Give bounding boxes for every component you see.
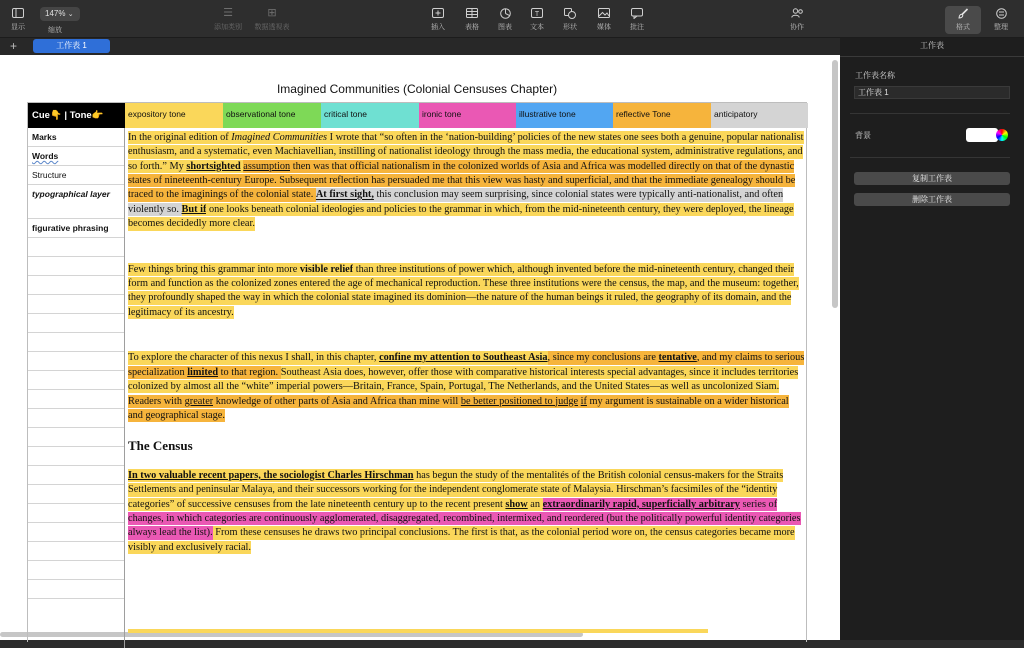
tone-critical-tone[interactable]: critical tone <box>321 103 419 128</box>
collaborate-button[interactable] <box>777 6 817 32</box>
cue-empty-cell[interactable] <box>28 295 124 314</box>
collaborate-label: 协作 <box>790 24 804 31</box>
cue-empty-cell[interactable] <box>28 580 124 599</box>
cue-empty-cell[interactable] <box>28 561 124 580</box>
cue-empty-cell[interactable] <box>28 238 124 257</box>
text-span: be better positioned to judge <box>460 395 579 407</box>
view-button[interactable] <box>0 6 38 32</box>
shape-icon <box>561 6 579 20</box>
add-sheet-button[interactable]: + <box>10 39 18 53</box>
table-label: 表格 <box>465 24 479 31</box>
cue-typographical-layer[interactable]: typographical layer <box>28 185 124 219</box>
zoom-value: 147% <box>45 9 66 18</box>
text-span: knowledge of other parts of Asia and Africa than mine will <box>213 395 461 407</box>
divider <box>840 56 1024 57</box>
add-category-label: 添加类别 <box>214 24 242 31</box>
svg-text:T: T <box>534 10 540 18</box>
sheet-tab-bar <box>0 38 840 55</box>
text-span: greater <box>184 395 214 407</box>
text-span: one looks beneath colonial ideologies and policies to the grammar in which, from the mid-nineteenth century, they were deployed, the lineage becomes decidedly more clear. <box>128 204 794 230</box>
text-span: In the original edition of <box>128 132 232 143</box>
tone-observational-tone[interactable]: observational tone <box>223 103 321 128</box>
cue-empty-cell[interactable] <box>28 485 124 504</box>
text-span: to that region. <box>218 366 281 378</box>
divider <box>850 113 1010 114</box>
toolbar <box>0 0 1024 38</box>
cue-structure[interactable]: Structure <box>28 166 124 185</box>
text-span: To explore the character of this nexus I shall, in this chapter, <box>128 352 380 364</box>
text-icon <box>528 6 546 20</box>
insert-label: 插入 <box>431 24 445 31</box>
tone-illustrative-tone[interactable]: illustrative tone <box>516 103 613 128</box>
text-span: limited <box>187 366 219 378</box>
tone-ironic-tone[interactable]: ironic tone <box>419 103 516 128</box>
comment-icon <box>628 6 646 20</box>
text-span: if <box>580 395 587 407</box>
pivot-icon: ⊞ <box>267 7 277 19</box>
table-icon <box>463 6 481 20</box>
background-label: 背景 <box>855 131 871 140</box>
collaborate-icon <box>788 6 806 20</box>
chart-label: 图表 <box>498 24 512 31</box>
pivot-table-label: 数据透视表 <box>254 24 290 31</box>
text-span: an <box>527 498 543 510</box>
cue-empty-cell[interactable] <box>28 333 124 352</box>
media-label: 媒体 <box>597 24 611 31</box>
text-span: series of changes, in which categories are continuously agglomerated, disaggregated, recombined, intermixed, and reordered (but the politically powerful identity categories always lead the list). <box>128 498 801 539</box>
text-span: visible relief <box>299 263 354 275</box>
insert-icon <box>429 6 447 20</box>
page-title: Imagined Communities (Colonial Censuses Chapter) <box>276 82 558 96</box>
text-label: 文本 <box>530 24 544 31</box>
color-wheel-icon[interactable] <box>996 129 1008 141</box>
text-span: Readers with <box>128 395 185 407</box>
text-span: But if <box>181 204 207 216</box>
zoom-label: 缩放 <box>48 27 62 34</box>
cue-empty-cell[interactable] <box>28 352 124 371</box>
paragraph-4 <box>128 469 806 555</box>
sheet-name-field[interactable]: 工作表 1 <box>854 86 1010 99</box>
text-span: , since my conclusions are <box>547 352 659 364</box>
cue-empty-cell[interactable] <box>28 523 124 542</box>
list-icon: ☰ <box>223 7 233 19</box>
text-span: In two valuable recent papers, the sociologist Charles Hirschman <box>128 469 414 481</box>
cue-empty-cell[interactable] <box>28 504 124 523</box>
tone-reflective-tone[interactable]: reflective Tone <box>613 103 711 128</box>
cue-empty-cell[interactable] <box>28 447 124 466</box>
cue-empty-cell[interactable] <box>28 428 124 447</box>
text-span: extraordinarily rapid, superficially arbitrary <box>542 498 740 510</box>
text-span: my argument is sustainable on a wider historical and geographical stage. <box>128 395 789 422</box>
paragraph-2 <box>128 263 806 321</box>
text-span: tentative <box>658 352 697 364</box>
format-button[interactable] <box>943 6 983 32</box>
cue-empty-cell[interactable] <box>28 409 124 428</box>
text-span: Southeast Asia does, however, offer those with comparative historical interests special advantages, since it includes territories colonized by almost all the “white” imperial powers—Britain, France, Spain, Portugal, The Netherlands, and the United States—as well as uncolonized Siam. <box>128 366 799 393</box>
tone-anticipatory[interactable]: anticipatory <box>711 103 808 128</box>
zoom-select[interactable] <box>40 7 80 21</box>
cue-tone-header: Cue👇 | Tone👉 <box>28 103 125 128</box>
comment-label: 批注 <box>630 24 644 31</box>
paragraph-1 <box>128 131 806 232</box>
sidebar-title: 工作表 <box>920 41 944 50</box>
shape-label: 形状 <box>563 24 577 31</box>
chart-icon <box>496 6 514 20</box>
organize-label: 整理 <box>994 24 1008 31</box>
text-span: has begun the study of the mentalités of the British colonial census-makers for the Straits Settlements and peninsular Malaya, and their successors working for the independent conglomerate state of Malaysia. Hirschman’s facsimiles of the “identity categories” of successive censuses from the late nineteenth century up to the recent present <box>128 469 784 510</box>
delete-sheet-button[interactable]: 删除工作表 <box>854 193 1010 206</box>
paintbrush-icon <box>954 6 972 20</box>
format-label: 格式 <box>956 24 970 31</box>
cue-empty-cell[interactable] <box>28 371 124 390</box>
cue-marks[interactable]: Marks <box>28 128 124 147</box>
background-color-well[interactable] <box>966 128 998 142</box>
divider <box>850 157 1010 158</box>
add-category-button[interactable] <box>208 6 248 32</box>
sidebar-icon <box>9 6 27 20</box>
organize-button[interactable] <box>981 6 1021 32</box>
text-span: then was that official nationalism in the colonized worlds of Asia and Africa was modelled directly on that of the dynastic states of nineteenth-century Europe. Subsequent reflection has persuaded me that this view was hasty and superficial, and that the immediate genealogy should be traced to the imaginings of the colonial state. <box>128 160 796 201</box>
cue-empty-cell[interactable] <box>28 314 124 333</box>
text-span: this conclusion may seem surprising, since colonial states were typically anti-nationalist, and often violently so. <box>128 189 784 216</box>
media-icon <box>595 6 613 20</box>
text-span: than three institutions of power which, although invented before the mid-nineteenth century, changed their form and function as the colonized zones entered the age of mechanical reproduction. These three institutions were the census, the map, and the museum: together, they profoundly shaped the way in which the colonial state imagined its dominion—the nature of the human beings it ruled, the geography of its domain, and the legitimacy of its ancestry. <box>128 263 799 319</box>
cue-empty-cell[interactable] <box>28 466 124 485</box>
sheet-name-label: 工作表名称 <box>855 71 895 80</box>
text-span: show <box>505 498 528 510</box>
text-span: , and my claims to serious specialization <box>128 352 805 378</box>
paragraph-3 <box>128 351 806 423</box>
pivot-table-button[interactable] <box>252 6 292 32</box>
text-span: shortsighted <box>186 160 241 172</box>
section-heading: The Census <box>128 437 193 453</box>
duplicate-sheet-button[interactable]: 复制工作表 <box>854 172 1010 185</box>
next-paragraph-highlight <box>128 629 708 633</box>
view-label: 显示 <box>11 24 25 31</box>
vertical-scrollbar[interactable] <box>832 60 838 308</box>
tab-sheet-1[interactable]: 工作表 1 <box>33 39 110 53</box>
cue-figurative-phrasing[interactable]: figurative phrasing <box>28 219 124 238</box>
text-span: From these censuses he draws two principal conclusions. The first is that, as the colonial period wore on, the census categories became more visibly and exclusively racial. <box>128 527 795 553</box>
notes-table <box>27 102 807 642</box>
chevron-down-icon: ⌄ <box>67 11 74 18</box>
text-span: confine my attention to Southeast Asia <box>379 352 548 364</box>
annotated-text-cell[interactable] <box>128 131 806 586</box>
cue-words[interactable]: Words <box>28 147 124 166</box>
tone-expository-tone[interactable]: expository tone <box>125 103 223 128</box>
text-span: At first sight, <box>315 189 374 201</box>
text-span: Imagined Communities <box>231 132 328 143</box>
text-span: Few things bring this grammar into more <box>128 263 300 275</box>
text-span: I wrote that “so often in the ‘nation-building’ policies of the new states one sees both a genuine, popular nationalist enthusiasm, and a systematic, even Machiavellian, instilling of nationalist ideology through the mass media, the educational system, administrative regulations, and so forth.” My <box>128 132 804 172</box>
cue-column <box>28 128 125 648</box>
cue-empty-cell[interactable] <box>28 257 124 276</box>
text-span: assumption <box>243 160 291 172</box>
comment-button[interactable] <box>617 6 657 32</box>
cue-empty-cell[interactable] <box>28 542 124 561</box>
cue-empty-cell[interactable] <box>28 276 124 295</box>
cue-empty-cell[interactable] <box>28 390 124 409</box>
organize-icon <box>992 6 1010 20</box>
